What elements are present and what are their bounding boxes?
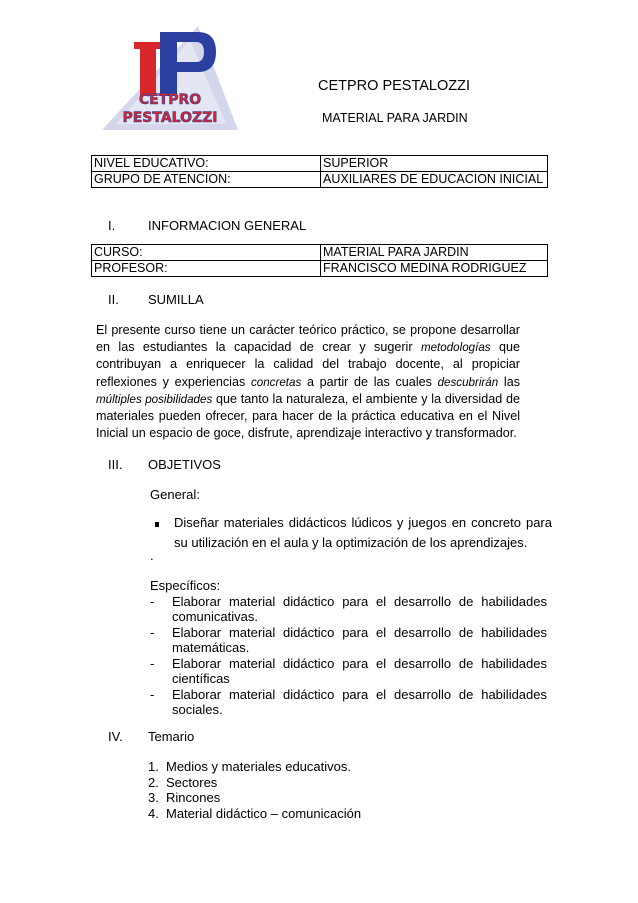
item-text: Rincones (166, 790, 221, 805)
objective-line2: matemáticas. (172, 640, 250, 655)
group-label: GRUPO DE ATENCION: (92, 172, 321, 188)
specific-label: Específicos: (150, 578, 221, 593)
dash: - (150, 687, 155, 702)
logo-text-bottom: PESTALOZZI (122, 110, 218, 126)
item-number: 1. (148, 759, 159, 774)
list-item (148, 775, 361, 791)
paragraph-text: las (498, 374, 520, 389)
paragraph-italic: múltiples posibilidades (96, 392, 213, 406)
item-number: 2. (148, 774, 159, 790)
list-item (148, 759, 361, 775)
bullet-icon (155, 522, 159, 527)
stray-dot: . (150, 548, 154, 563)
section-number: IV. (108, 729, 123, 744)
list-item (150, 625, 547, 655)
table-row (92, 156, 548, 172)
section-number: II. (108, 292, 119, 307)
course-table (91, 244, 548, 277)
temario-list (148, 759, 361, 821)
section-title: OBJETIVOS (148, 457, 221, 472)
general-objective: Diseñar materiales didácticos lúdicos y juegos en concreto para su utilización en el aula y la optimización de los aprendizajes. (174, 515, 552, 550)
level-label: NIVEL EDUCATIVO: (92, 156, 321, 172)
objective-text (172, 656, 547, 686)
table-row (92, 261, 548, 277)
table-row (92, 245, 548, 261)
objective-text (172, 594, 547, 624)
item-number: 3. (148, 790, 159, 805)
item-text: Sectores (166, 774, 218, 790)
teacher-value: FRANCISCO MEDINA RODRIGUEZ (321, 261, 548, 277)
dash: - (150, 594, 155, 609)
dash: - (150, 656, 155, 671)
objective-line2: sociales. (172, 702, 223, 717)
objective-line2: científicas (172, 671, 230, 686)
objective-line1: Elaborar material didáctico para el desarrollo de habilidades (172, 687, 547, 702)
item-text: Material didáctico – comunicación (166, 805, 362, 821)
ip-letters-logo-icon (100, 20, 240, 132)
dash: - (150, 625, 155, 640)
paragraph-text: El presente curso tiene un carácter teórico práctico, se propone desarrollar en las estudiantes la capacidad de crear y sugerir (96, 323, 520, 355)
objective-text (172, 687, 547, 717)
paragraph-italic: concretas (250, 375, 302, 389)
course-label: CURSO: (92, 245, 321, 261)
paragraph-text: a partir de las cuales (301, 374, 438, 389)
section-title: Temario (148, 729, 195, 744)
level-table (91, 155, 548, 188)
objective-line1: Elaborar material didáctico para el desarrollo de habilidades (172, 625, 547, 640)
document-subtitle: MATERIAL PARA JARDIN (322, 111, 468, 125)
section-number: I. (108, 218, 116, 233)
paragraph-text: que contribuyan a enriquecer la calidad del trabajo docente, al propiciar reflexiones y experiencias (96, 340, 520, 389)
table-row (92, 172, 548, 188)
list-item (150, 656, 547, 686)
section-title: SUMILLA (148, 292, 204, 307)
level-value: SUPERIOR (321, 156, 548, 172)
general-label: General: (150, 487, 200, 502)
cetpro-logo (100, 20, 240, 132)
section-title: INFORMACION GENERAL (148, 218, 307, 233)
item-text: Medios y materiales educativos. (166, 759, 351, 774)
list-item (150, 687, 547, 717)
paragraph-italic: metodologías (420, 341, 491, 355)
list-item (150, 594, 547, 624)
group-value: AUXILIARES DE EDUCACION INICIAL (321, 172, 548, 188)
objective-text (172, 625, 547, 655)
paragraph-text: que tanto la naturaleza, el ambiente y la diversidad de materiales pueden ofrecer, para hacer de la práctica educativa en el Nivel Inicial un espacio de goce, disfrute, aprendizaje interactivo y transformador. (96, 391, 520, 441)
paragraph-italic: descubrirán (437, 375, 499, 389)
section-number: III. (108, 457, 123, 472)
teacher-label: PROFESOR: (92, 261, 321, 277)
item-number: 4. (148, 805, 159, 821)
objective-line1: Elaborar material didáctico para el desarrollo de habilidades (172, 656, 547, 671)
document-title: CETPRO PESTALOZZI (318, 78, 471, 94)
logo-text-top: CETPRO (138, 92, 202, 108)
list-item (148, 806, 361, 822)
objective-line2: comunicativas. (172, 609, 258, 624)
course-value: MATERIAL PARA JARDIN (321, 245, 548, 261)
specific-objectives-list (150, 594, 547, 718)
objective-line1: Elaborar material didáctico para el desarrollo de habilidades (172, 594, 547, 609)
list-item (148, 790, 361, 806)
sumilla-paragraph (96, 322, 520, 442)
